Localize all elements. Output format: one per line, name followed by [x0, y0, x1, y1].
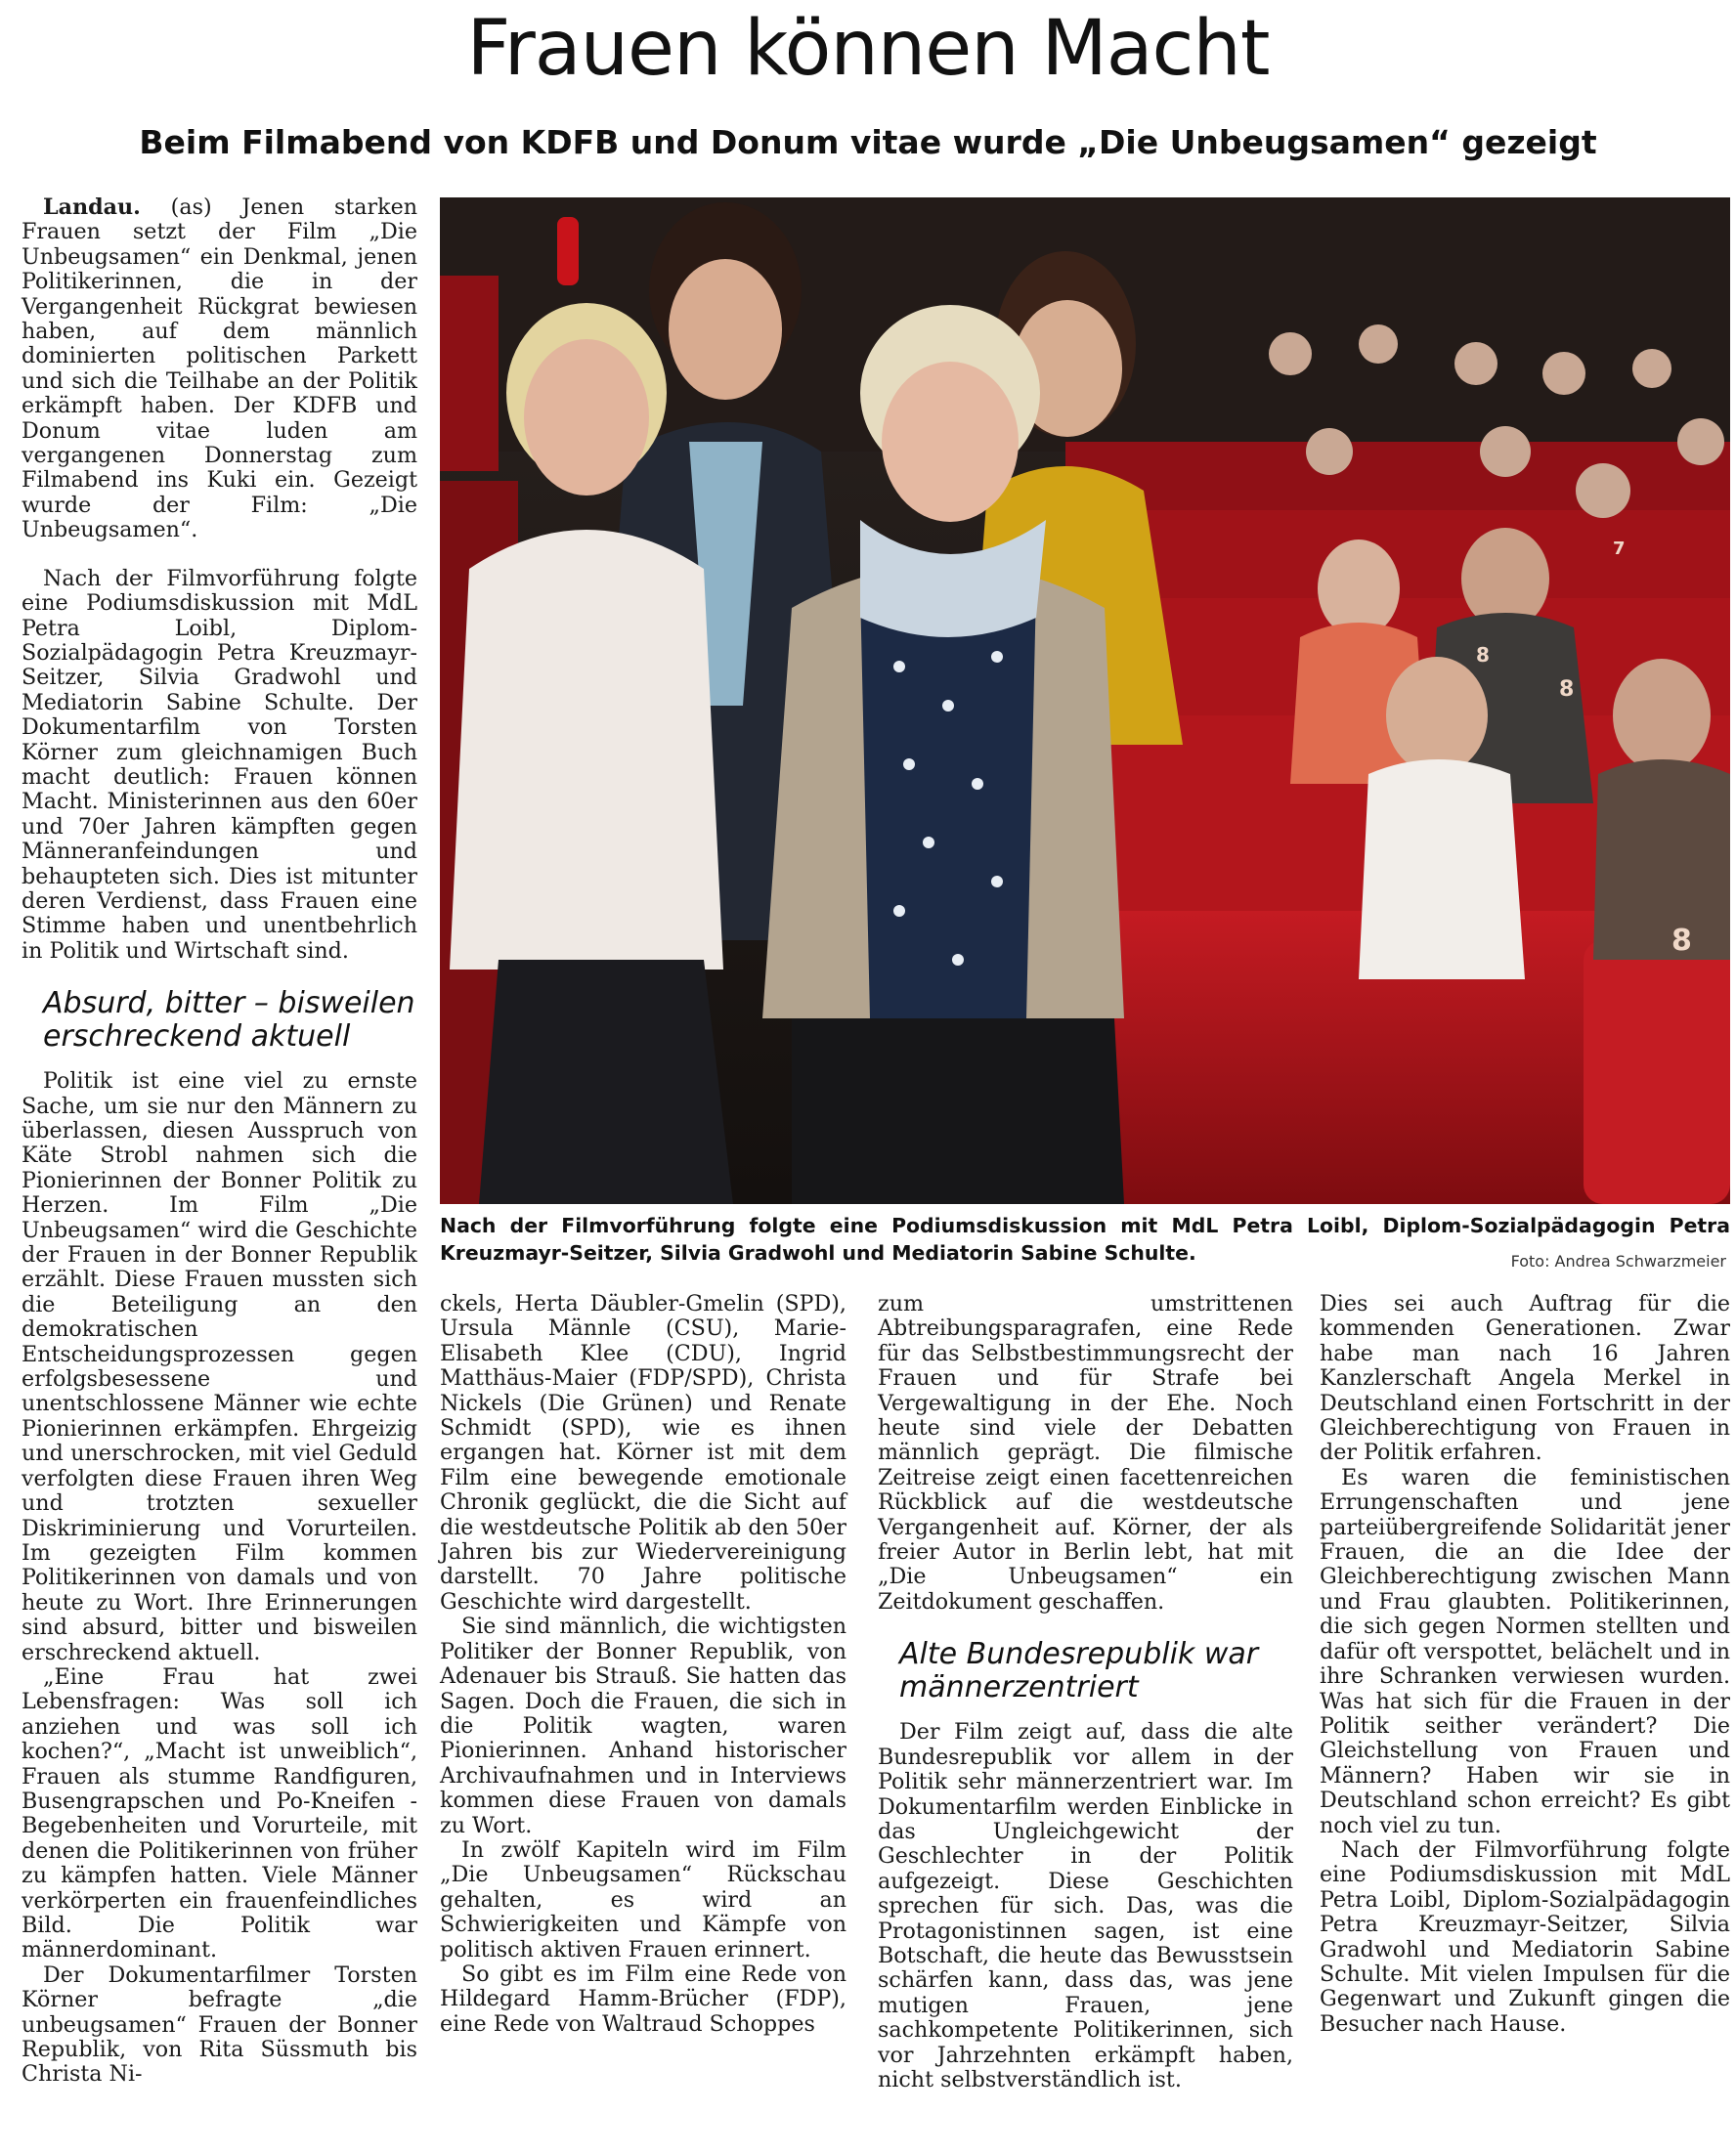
crosshead: Absurd, bitter – bisweilen erschreckend aktuell: [43, 986, 415, 1055]
photo-caption: Nach der Filmvorführung folgte eine Podiumsdiskussion mit MdL Petra Loibl, Diplom-Sozialpädagogin Petra Kreuzmayr-Seitzer, Silvia Gradwohl und Mediatorin Sabine Schulte.: [440, 1214, 1730, 1265]
article-column-1: [22, 195, 417, 2150]
paragraph: Dies sei auch Auftrag für die kommenden Generationen. Zwar habe man nach 16 Jahren Kanzlerschaft Angela Merkel in Deutschland einen Fortschritt in der Gleichberechtigung von Frauen in der Politik erfahren.: [1320, 1291, 1730, 1466]
dateline: Landau.: [43, 194, 141, 220]
lead-text: (as) Jenen starken Frauen setzt der Film „Die Unbeugsamen“ ein Denkmal, jenen Politikerinnen, die in der Vergangenheit Rückgrat bewiesen haben, auf dem männlich dominierten politischen Parkett und sich die Teilhabe an der Politik erkämpft haben. Der KDFB und Donum vitae luden am vergangenen Donnerstag zum Filmabend ins Kuki ein. Gezeigt wurde der Film: „Die Unbeugsamen“.: [22, 194, 417, 543]
seat-number: 7: [1613, 539, 1626, 559]
article-column-2: [440, 1292, 846, 2152]
headline: Frauen können Macht: [466, 5, 1270, 93]
paragraph: So gibt es im Film eine Rede von Hildegard Hamm-Brücher (FDP), eine Rede von Waltraud Schoppes: [440, 1961, 846, 2037]
fire-extinguisher: [557, 217, 579, 285]
article-column-3: [878, 1292, 1293, 2152]
paragraph: Es waren die feministischen Errungenschaften und jene parteiübergreifende Solidarität jener Frauen, die an die Idee der Gleichberechtigung zwischen Mann und Frau glaubten. Politikerinnen, die sich gegen Normen stellten und dafür oft verspottet, belächelt und in ihre Schranken verwiesen wurden. Was hat sich für die Frauen in der Politik seither verändert? Die Gleichstellung von Frauen und Männern? Haben wir sie in Deutschland schon erreicht? Es gibt noch viel zu tun.: [1320, 1464, 1730, 1838]
paragraph: In zwölf Kapiteln wird im Film „Die Unbeugsamen“ Rückschau gehalten, es wird an Schwierigkeiten und Kämpfe von politisch aktiven Frauen erinnert.: [440, 1836, 846, 1962]
event-photo: [440, 197, 1730, 1204]
cinema-group-photo: [440, 197, 1730, 1204]
subheadline: Beim Filmabend von KDFB und Donum vitae wurde „Die Unbeugsamen“ gezeigt: [139, 123, 1597, 161]
paragraph: Politik ist eine viel zu ernste Sache, um sie nur den Männern zu überlassen, diesen Ausspruch von Käte Strobl nahmen sich die Pionierinnen der Bonner Politik zu Herzen. Im Film „Die Unbeugsamen“ wird die Geschichte der Frauen in der Bonner Republik erzählt. Diese Frauen mussten sich die Beteiligung an den demokratischen Entscheidungsprozessen gegen erfolgsbesessene und unentschlossene Männer wie echte Pionierinnen erkämpfen. Ehrgeizig und unerschrocken, mit viel Geduld verfolgten diese Frauen ihren Weg und trotzten sexueller Diskriminierung und Vorurteilen. Im gezeigten Film kommen Politikerinnen von damals und von heute zu Wort. Ihre Erinnerungen sind absurd, bitter und bisweilen erschreckend aktuell.: [22, 1068, 417, 1665]
seat-number: 8: [1671, 924, 1692, 958]
lead-paragraph: [22, 195, 417, 543]
paragraph: Nach der Filmvorführung folgte eine Podiumsdiskussion mit MdL Petra Loibl, Diplom-Sozialpädagogin Petra Kreuzmayr-Seitzer, Silvia Gradwohl und Mediatorin Sabine Schulte. Der Dokumentarfilm von Torsten Körner zum gleichnamigen Buch macht deutlich: Frauen können Macht. Ministerinnen aus den 60er und 70er Jahren kämpften gegen Männeranfeindungen und behaupteten sich. Dies ist mitunter deren Verdienst, dass Frauen eine Stimme haben und unentbehrlich in Politik und Wirtschaft sind.: [22, 565, 417, 964]
front-seat: [1584, 940, 1730, 1204]
seat-number: 8: [1559, 677, 1575, 702]
paragraph: Nach der Filmvorführung folgte eine Podiumsdiskussion mit MdL Petra Loibl, Diplom-Sozialpädagogin Petra Kreuzmayr-Seitzer, Silvia Gradwohl und Mediatorin Sabine Schulte. Mit vielen Impulsen für die Gegenwart und Zukunft gingen die Besucher nach Hause.: [1320, 1836, 1730, 2037]
paragraph: Der Dokumentarfilmer Torsten Körner befragte „die unbeugsamen“ Frauen der Bonner Republik, von Rita Süssmuth bis Christa Ni-: [22, 1962, 417, 2088]
seat-number: 8: [1476, 643, 1490, 667]
paragraph: zum umstrittenen Abtreibungsparagrafen, eine Rede für das Selbstbestimmungsrecht der Frauen und für Strafe bei Vergewaltigung in der Ehe. Noch heute sind viele der Debatten männlich geprägt. Die filmische Zeitreise zeigt einen facettenreichen Rückblick auf die westdeutsche Vergangenheit auf. Körner, der als freier Autor in Berlin lebt, hat mit „Die Unbeugsamen“ ein Zeitdokument geschaffen.: [878, 1291, 1293, 1615]
paragraph: Der Film zeigt auf, dass die alte Bundesrepublik vor allem in der Politik sehr männerzentriert war. Im Dokumentarfilm werden Einblicke in das Ungleichgewicht der Geschlechter in der Politik aufgezeigt. Diese Geschichten sprechen für sich. Das, was die Protagonistinnen sagen, ist eine Botschaft, die heute das Bewusstsein schärfen kann, dass das, was jene mutigen Frauen, jene sachkompetente Politikerinnen, sich vor Jahrzehnten erkämpft haben, nicht selbstverständlich ist.: [878, 1719, 1293, 2092]
paragraph: Sie sind männlich, die wichtigsten Politiker der Bonner Republik, von Adenauer bis Strauß. Sie hatten das Sagen. Doch die Frauen, die sich in die Politik wagten, waren Pionierinnen. Anhand historischer Archivaufnahmen und in Interviews kommen diese Frauen von damals zu Wort.: [440, 1614, 846, 1838]
photo-credit: Foto: Andrea Schwarzmeier: [1510, 1252, 1726, 1271]
paragraph: „Eine Frau hat zwei Lebensfragen: Was soll ich anziehen und was soll ich kochen?“, „Macht ist unweiblich“, Frauen als stumme Randfiguren, Busengrapschen und Po-Kneifen - Begebenheiten und Vorurteile, mit denen die Politikerinnen von früher zu kämpfen hatten. Viele Männer verkörperten ein frauenfeindliches Bild. Die Politik war männerdominant.: [22, 1663, 417, 1963]
article-column-4: [1320, 1292, 1730, 2152]
crosshead: Alte Bundesrepublik war männerzentriert: [899, 1637, 1259, 1705]
paragraph: ckels, Herta Däubler-Gmelin (SPD), Ursula Männle (CSU), Marie-Elisabeth Klee (CDU), Ingrid Matthäus-Maier (FDP/SPD), Christa Nickels (Die Grünen) und Renate Schmidt (SPD), wie es ihnen ergangen hat. Körner ist mit dem Film eine bewegende emotionale Chronik geglückt, die die Sicht auf die westdeutsche Politik ab den 50er Jahren bis zur Wiedervereinigung darstellt. 70 Jahre politische Geschichte wird dargestellt.: [440, 1291, 846, 1615]
